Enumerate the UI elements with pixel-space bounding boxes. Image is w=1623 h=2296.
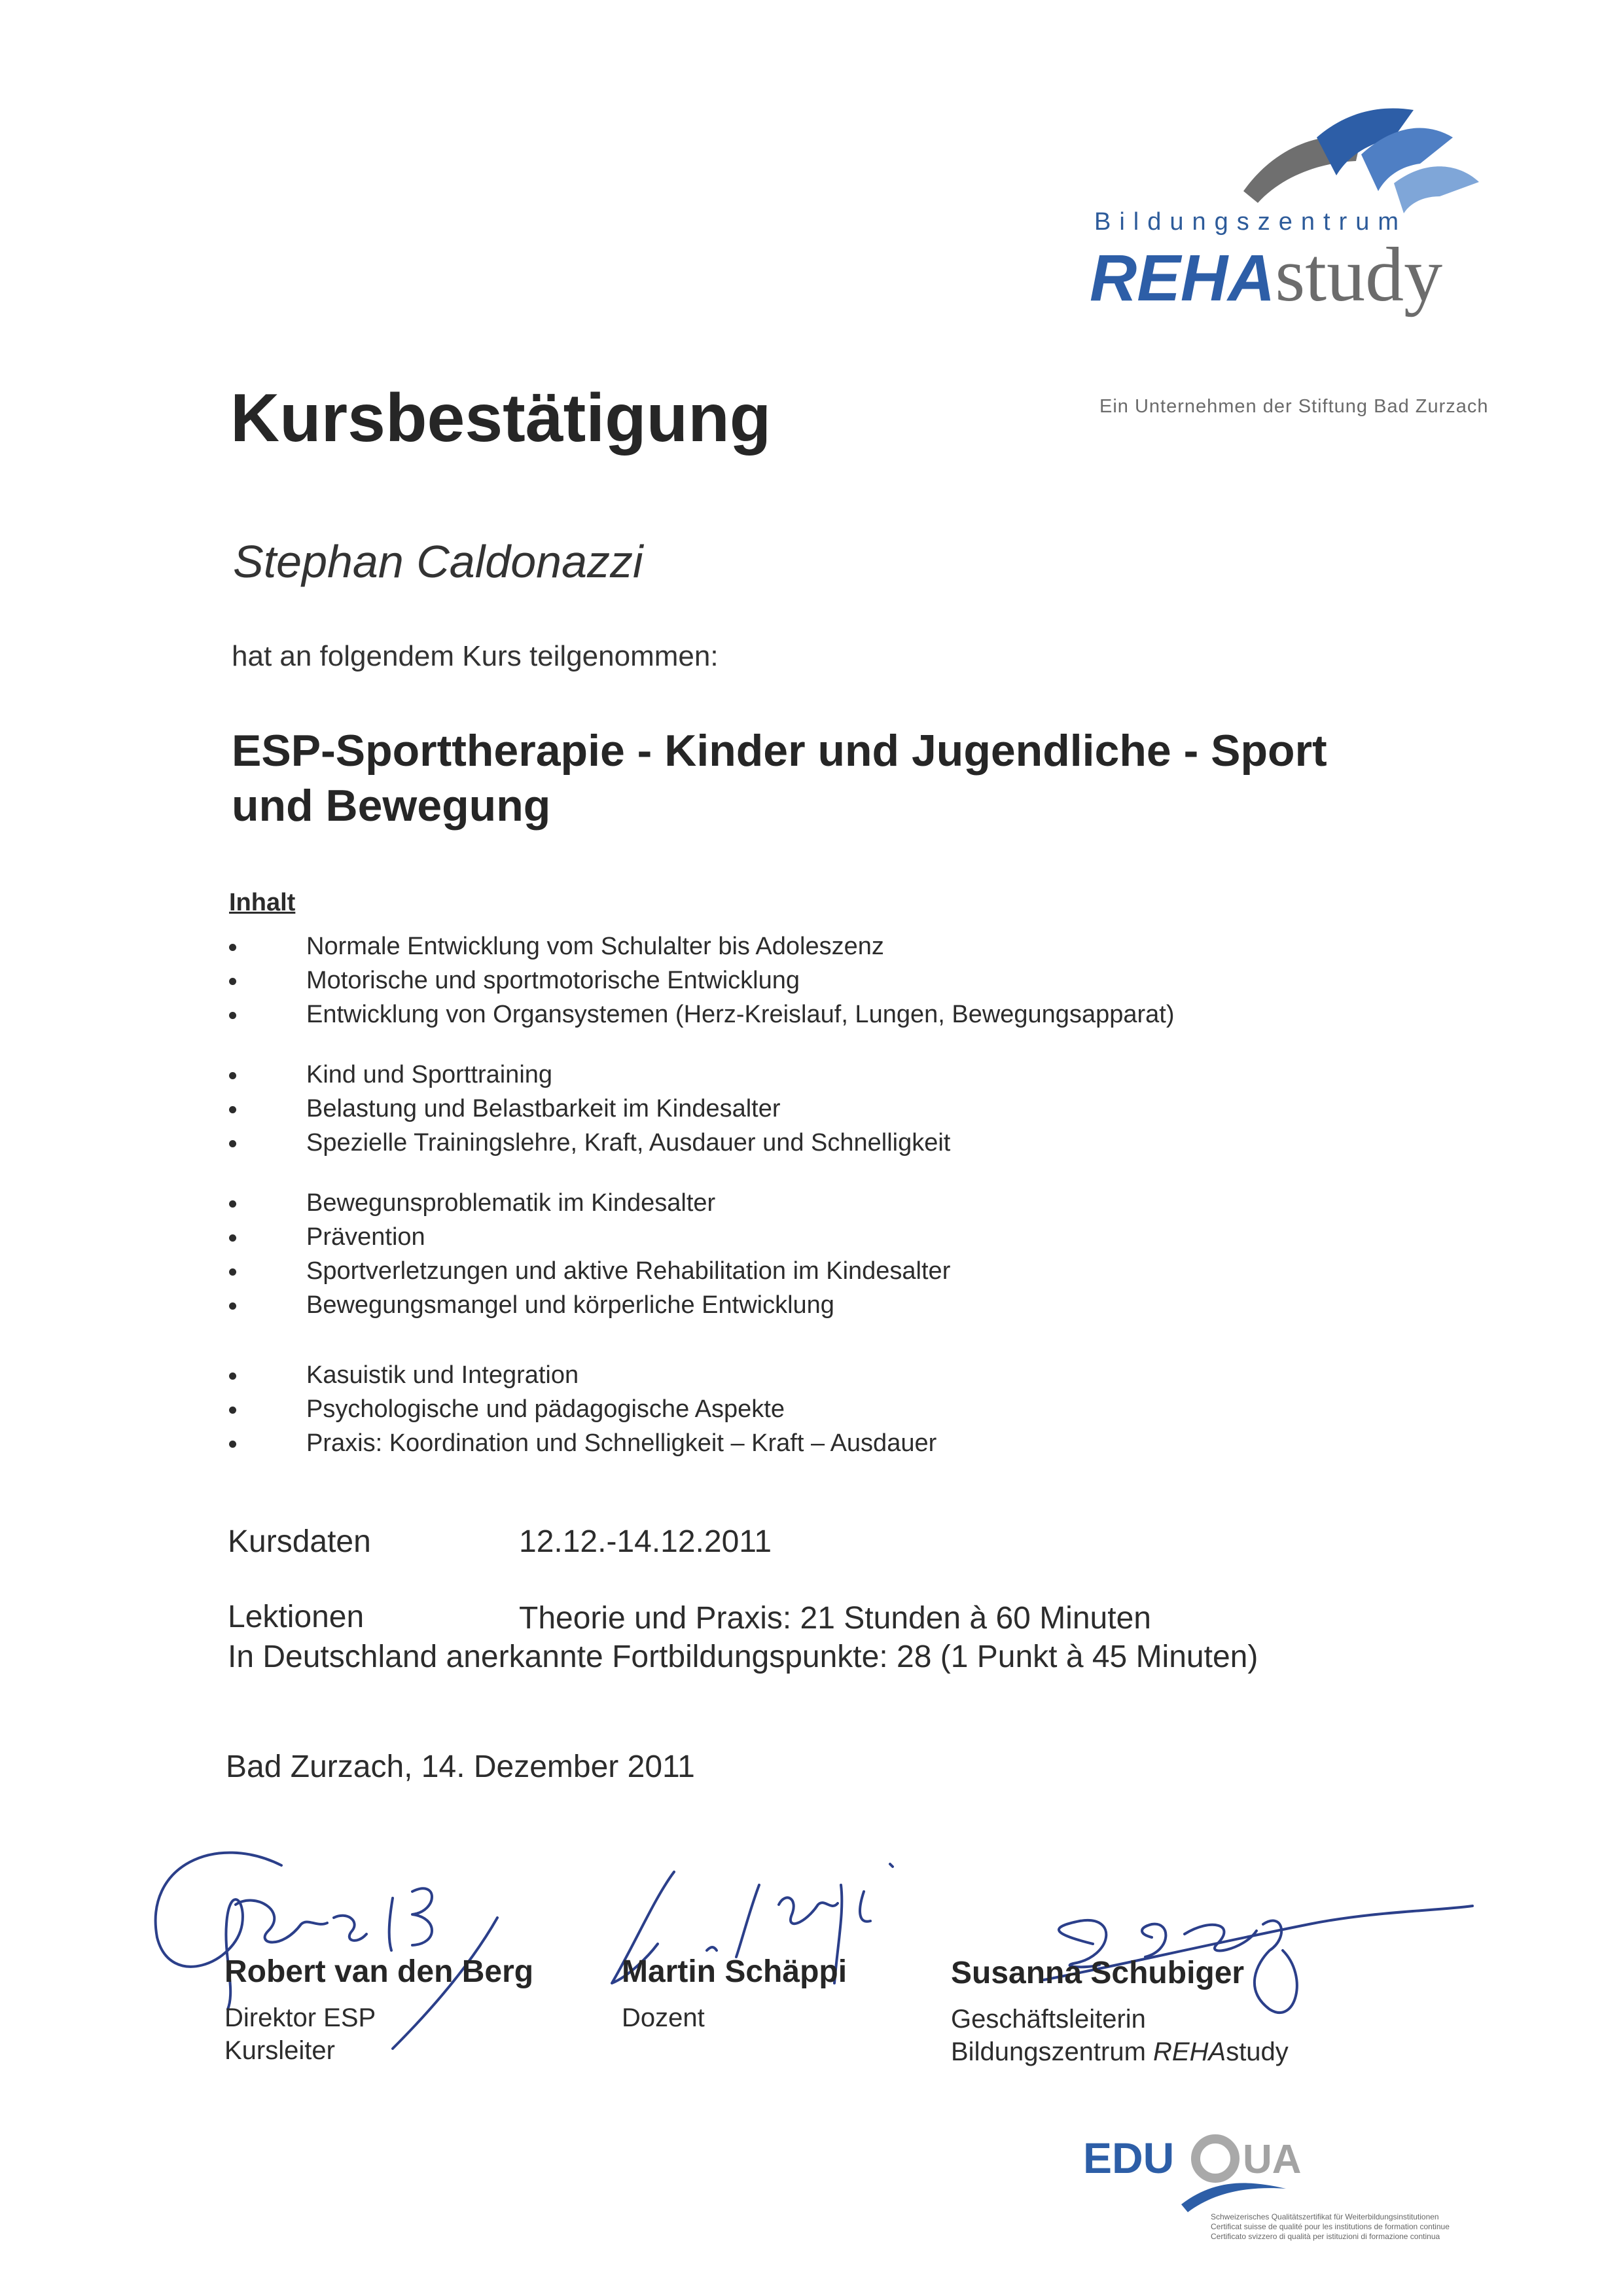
kursdaten-label: Kursdaten [228,1524,371,1559]
bullet-icon [229,1268,236,1276]
logo-reha: REHA [1090,242,1275,315]
logo-wordmark [1090,230,1442,319]
eduqua-q-ring [1196,2139,1235,2178]
eduqua-edu-text: EDU [1083,2134,1175,2182]
bullet-icon [229,1372,236,1380]
signatory-2-name: Martin Schäppi [622,1954,847,1989]
fortbildungspunkte-line: In Deutschland anerkannte Fortbildungspunkte: 28 (1 Punkt à 45 Minuten) [228,1640,1258,1674]
course-title-line1: ESP-Sporttherapie - Kinder und Jugendliche - Sport [232,726,1327,776]
bullet-icon [229,1012,236,1019]
bullet-icon [229,1441,236,1448]
signatory-3-role-line2: Bildungszentrum REHAstudy [951,2037,1289,2066]
bullet-icon [229,1302,236,1310]
eduqua-caption: Schweizerisches Qualitätszertifikat für Weiterbildungsinstitutionen Certificat suisse de qualité pour les institutions de formation continue Certificato svizzero di qualità per istituzioni di formazione continua [1211,2212,1450,2241]
bullet-icon [229,1106,236,1113]
bullet-icon [229,978,236,985]
eduqua-logo [1083,2121,1345,2225]
course-title-line2: und Bewegung [232,781,551,831]
bullet-icon [229,1407,236,1414]
signatory-2-role-line1: Dozent [622,2003,705,2032]
logo-study: study [1275,232,1443,317]
signatory-1-role-line1: Direktor ESP [224,2003,376,2032]
bullet-icon [229,944,236,951]
logo-tagline: Ein Unternehmen der Stiftung Bad Zurzach [1099,396,1489,417]
bullet-icon [229,1072,236,1079]
bullet-icon [229,1200,236,1208]
signatory-1-role-line2: Kursleiter [224,2036,335,2065]
bullet-icon [229,1234,236,1242]
signatory-3-name: Susanna Schubiger [951,1956,1245,1990]
eduqua-ua-text: UA [1243,2137,1302,2182]
eduqua-q-tail [1181,2183,1286,2212]
signatory-3-role-line1: Geschäftsleiterin [951,2005,1146,2034]
logo-top-text: Bildungszentrum [1094,208,1408,236]
contents-heading: Inhalt [229,889,296,916]
document-title: Kursbestätigung [230,380,772,456]
bullet-icon [229,1140,236,1147]
participant-name: Stephan Caldonazzi [233,536,643,587]
place-date: Bad Zurzach, 14. Dezember 2011 [226,1749,695,1784]
lektionen-value: Theorie und Praxis: 21 Stunden à 60 Minuten [519,1601,1151,1636]
intro-text: hat an folgendem Kurs teilgenommen: [232,640,719,672]
signatory-2-role [622,2001,705,2034]
signatory-3-role [951,2003,1289,2068]
signatory-1-name: Robert van den Berg [224,1954,534,1989]
course-title [232,723,1508,833]
kursdaten-value: 12.12.-14.12.2011 [519,1524,772,1559]
signatory-1-role [224,2001,376,2067]
lektionen-label: Lektionen [228,1600,365,1634]
